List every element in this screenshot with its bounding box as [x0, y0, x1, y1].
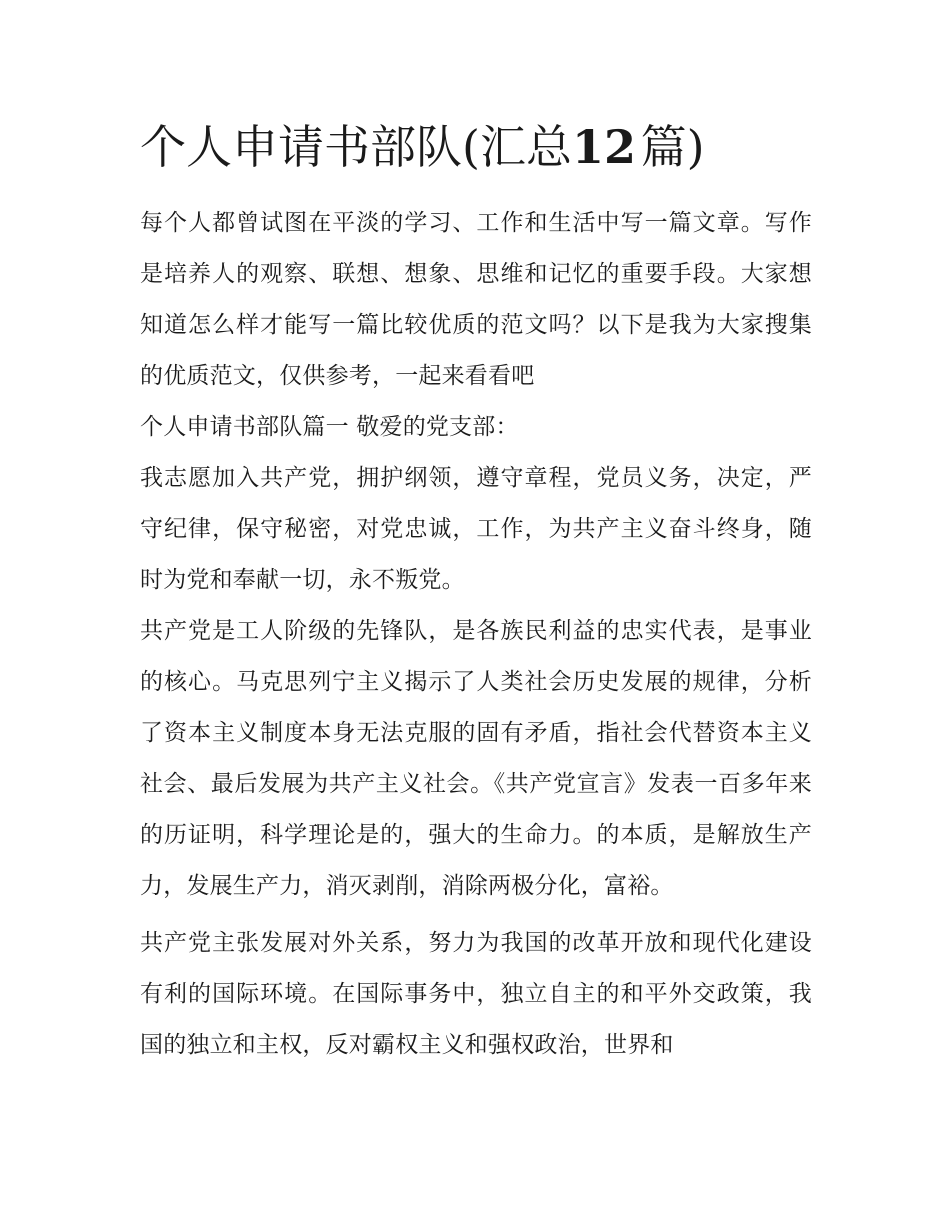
document-page: [140, 112, 812, 1071]
title-prefix: 个人申请书部队(汇总: [140, 120, 572, 174]
foreign-policy-paragraph: 共产党主张发展对外关系，努力为我国的改革开放和现代化建设有利的国际环境。在国际事务中，独立自主的和平外交政策，我国的独立和主权，反对霸权主义和强权政治，世界和: [140, 930, 812, 1058]
pledge-paragraph: 我志愿加入共产党，拥护纲领，遵守章程，党员义务，决定，严守纪律，保守秘密，对党忠诚，工作，为共产主义奋斗终身，随时为党和奉献一切，永不叛党。: [140, 465, 812, 593]
section-heading: 个人申请书部队篇一 敬爱的党支部：: [140, 414, 519, 440]
intro-paragraph: 每个人都曾试图在平淡的学习、工作和生活中写一篇文章。写作是培养人的观察、联想、想象、思维和记忆的重要手段。大家想知道怎么样才能写一篇比较优质的范文吗？以下是我为大家搜集的优质范文，仅供参考，一起来看看吧: [140, 210, 812, 389]
title-suffix: 篇): [640, 120, 705, 174]
title-number: 12: [571, 120, 636, 174]
party-nature-paragraph: 共产党是工人阶级的先锋队，是各族民利益的忠实代表，是事业的核心。马克思列宁主义揭示了人类社会历史发展的规律，分析了资本主义制度本身无法克服的固有矛盾，指社会代替资本主义社会、最后发展为共产主义社会。《共产党宣言》发表一百多年来的历证明，科学理论是的，强大的生命力。的本质，是解放生产力，发展生产力，消灭剥削，消除两极分化，富裕。: [140, 618, 812, 899]
document-title: [140, 112, 812, 182]
